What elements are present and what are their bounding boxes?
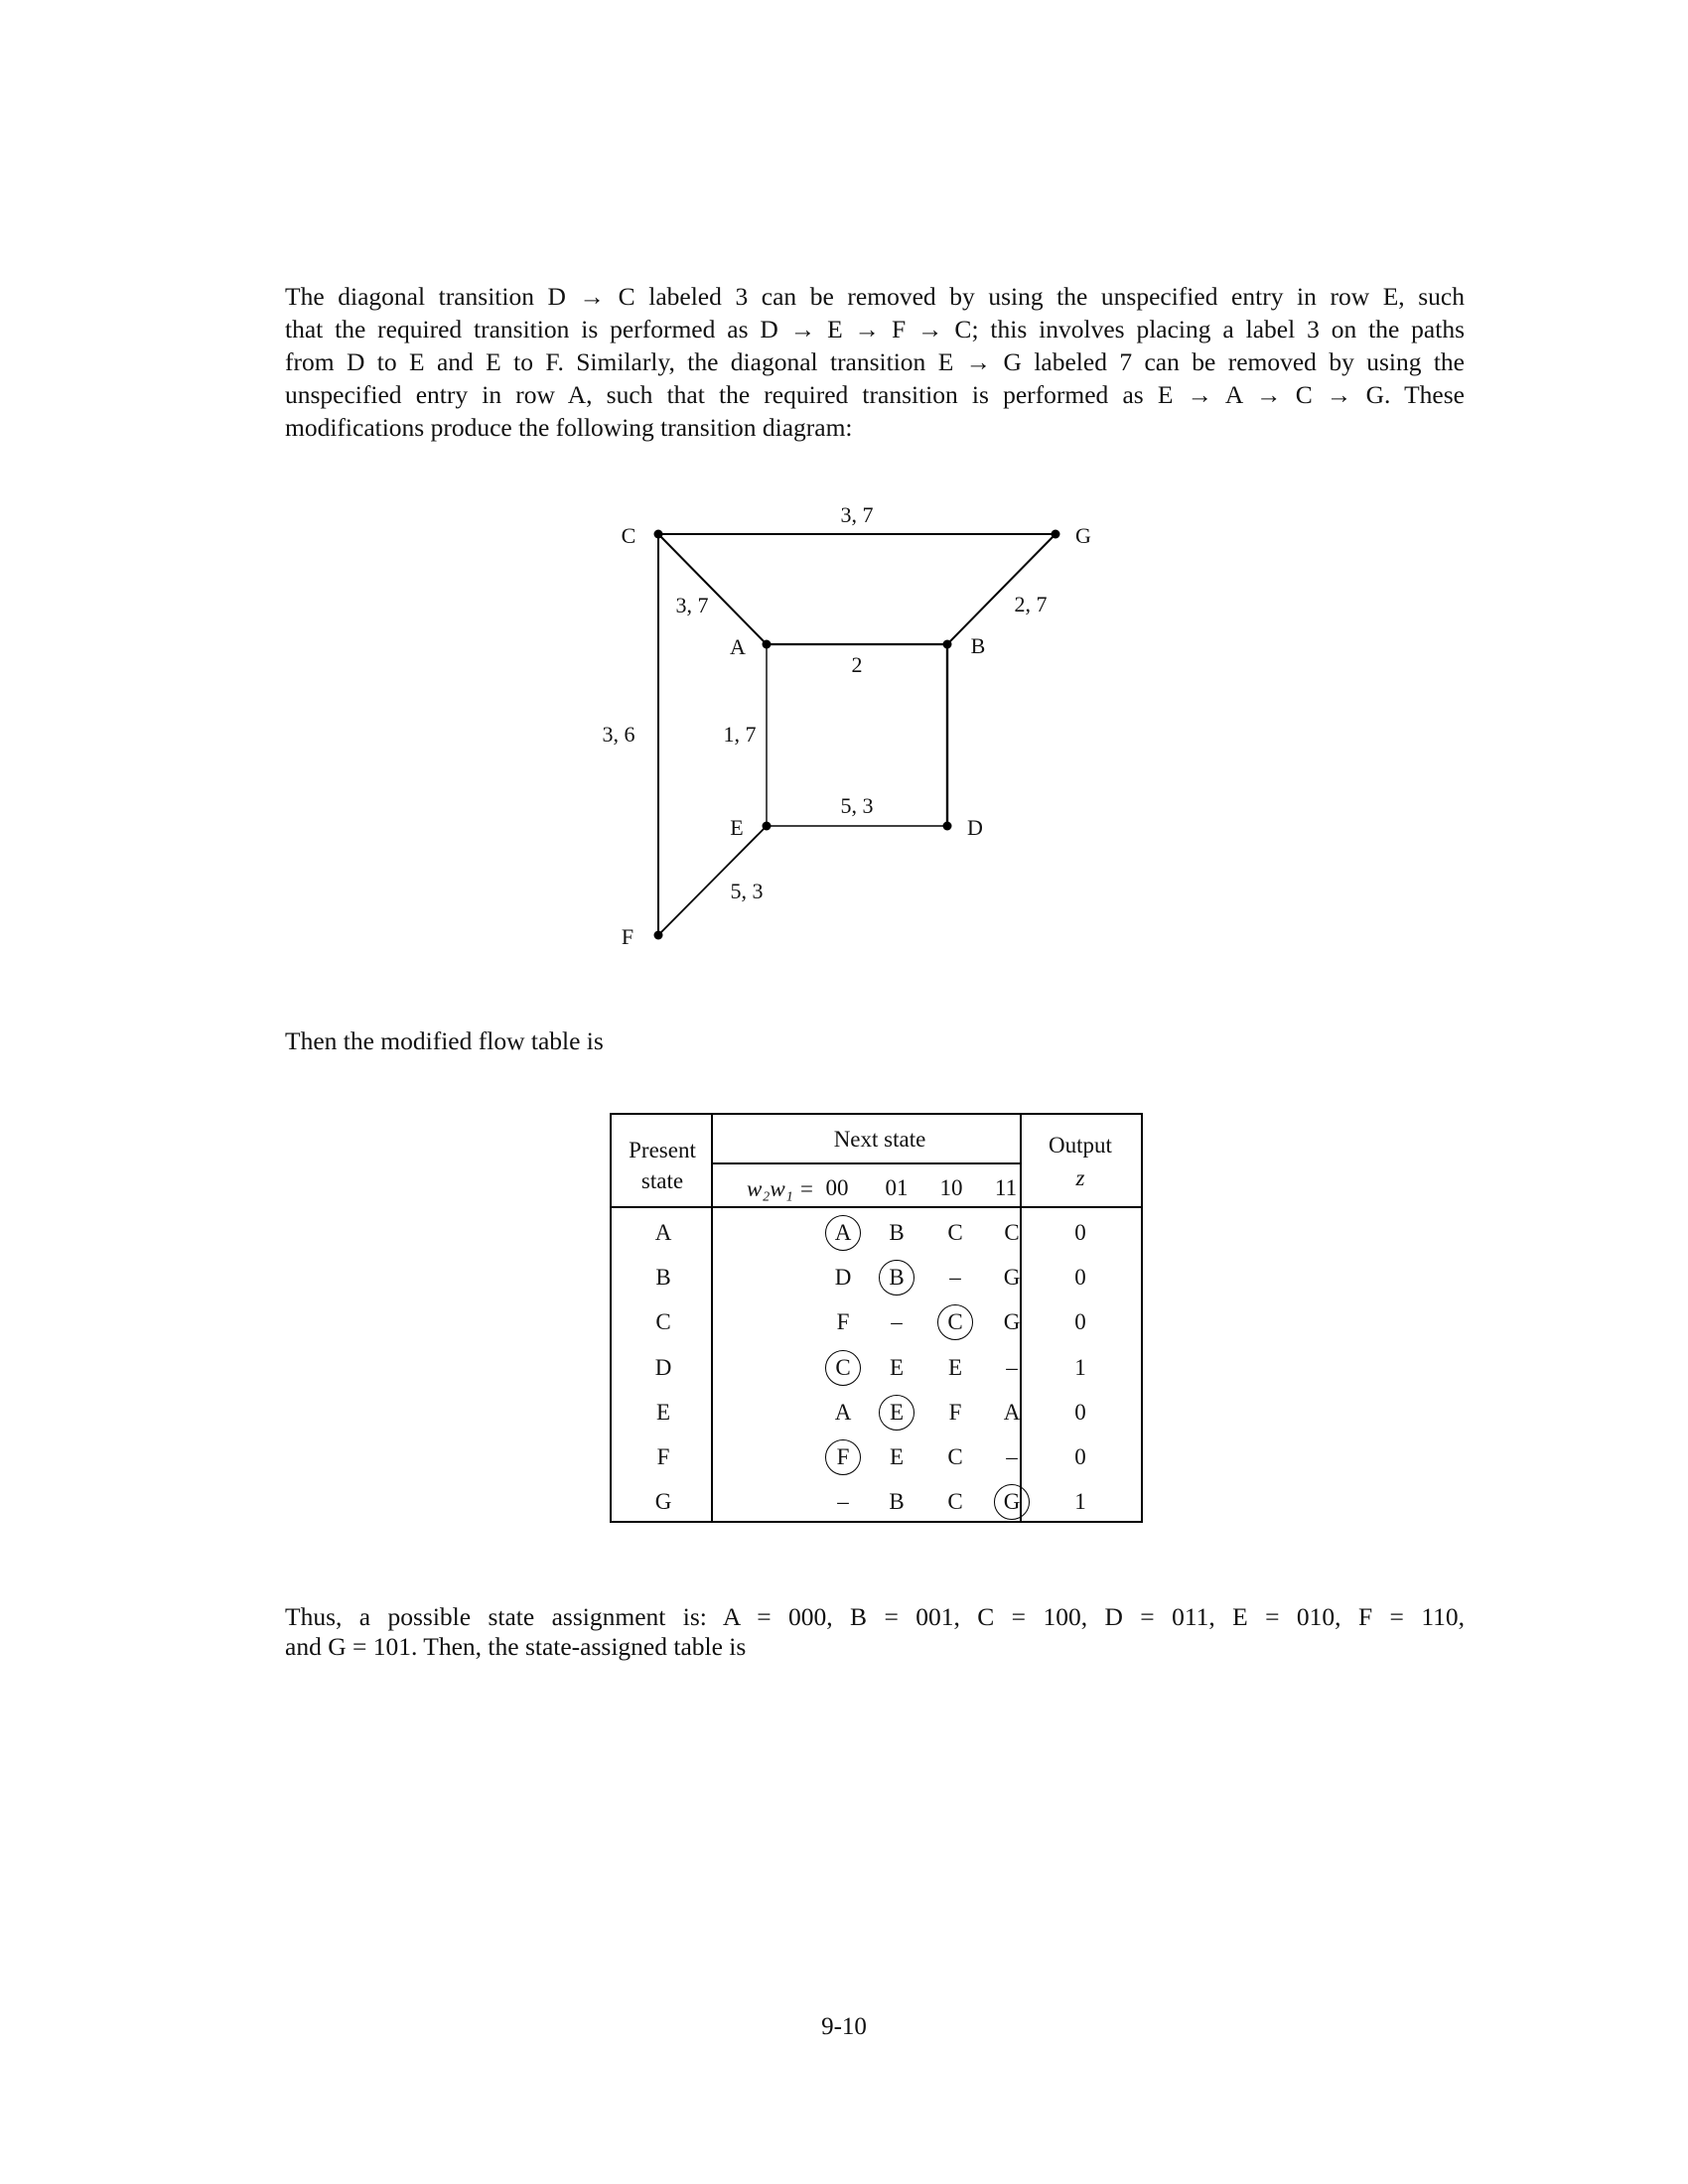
output-cell: 0 — [1074, 1399, 1086, 1425]
next-state-cell: A — [834, 1399, 852, 1425]
next-state-cell: – — [891, 1309, 903, 1335]
present-state-cell: A — [654, 1220, 672, 1245]
node-label-a: A — [730, 634, 746, 659]
header-input-prefix: w₂w₁ = — [747, 1176, 814, 1201]
next-state-cell: F — [836, 1309, 850, 1335]
node-label-c: C — [621, 523, 636, 548]
edge-label-a-b: 2 — [851, 652, 863, 677]
header-input-00: 00 — [825, 1175, 849, 1200]
next-state-cell: A — [834, 1220, 852, 1245]
header-next-state: Next state — [833, 1127, 926, 1152]
next-state-cell: B — [889, 1489, 905, 1515]
present-state-cell: E — [655, 1399, 671, 1425]
next-state-cell: C — [947, 1220, 963, 1245]
paragraph-line: and G = 101. Then, the state-assigned table is — [285, 1632, 747, 1661]
next-state-cell: F — [836, 1444, 850, 1469]
next-state-cell: C — [947, 1444, 963, 1469]
output-cell: 1 — [1074, 1489, 1086, 1515]
page-number: 9-10 — [821, 2013, 867, 2040]
next-state-cell: E — [947, 1354, 963, 1380]
next-state-cell: C — [947, 1489, 963, 1515]
present-state-cell: F — [656, 1444, 670, 1469]
node-label-f: F — [621, 924, 634, 949]
output-cell: 0 — [1074, 1265, 1086, 1291]
header-output: Output — [1049, 1133, 1112, 1158]
paragraph-line: unspecified entry in row A, such that the required transition is performed as E → A → C → G. These — [285, 380, 1465, 409]
next-state-cell: A — [1003, 1399, 1021, 1425]
next-state-cell: B — [889, 1220, 905, 1245]
node-a-dot — [763, 640, 772, 649]
present-state-cell: C — [655, 1309, 671, 1335]
next-state-cell: G — [1003, 1309, 1021, 1335]
header-output-z: z — [1075, 1165, 1085, 1190]
node-f-dot — [654, 931, 663, 940]
node-c-dot — [654, 530, 663, 539]
next-state-cell: G — [1003, 1489, 1021, 1515]
header-input-01: 01 — [885, 1175, 909, 1200]
output-cell: 0 — [1074, 1220, 1086, 1245]
node-d-dot — [943, 822, 952, 831]
node-label-d: D — [967, 815, 983, 840]
edge-label-c-a: 3, 7 — [675, 593, 709, 617]
node-g-dot — [1052, 530, 1060, 539]
node-label-e: E — [730, 815, 744, 840]
header-input-10: 10 — [939, 1175, 963, 1200]
header-input-11: 11 — [994, 1175, 1018, 1200]
next-state-cell: C — [835, 1354, 851, 1380]
paragraph-line: Then the modified flow table is — [285, 1026, 604, 1055]
next-state-cell: F — [948, 1399, 962, 1425]
next-state-cell: – — [837, 1489, 849, 1515]
header-subdivider — [713, 1162, 1020, 1164]
paragraph-line: Thus, a possible state assignment is: A = 000, B = 001, C = 100, D = 011, E = 010, F = 110, — [285, 1602, 1465, 1631]
edge-label-e-f: 5, 3 — [730, 879, 764, 903]
header-present: Present — [629, 1138, 696, 1162]
next-state-cell: C — [947, 1309, 963, 1335]
next-state-cell: D — [834, 1265, 852, 1291]
flow-table — [610, 1113, 1143, 1523]
node-label-b: B — [970, 633, 986, 658]
output-cell: 0 — [1074, 1444, 1086, 1469]
present-state-cell: G — [654, 1489, 672, 1515]
next-state-cell: B — [889, 1265, 905, 1291]
edge-c-a — [658, 534, 767, 644]
edge-label-a-e: 1, 7 — [723, 722, 757, 747]
next-state-cell: G — [1003, 1265, 1021, 1291]
next-state-cell: – — [1006, 1444, 1018, 1469]
header-state: state — [640, 1168, 684, 1193]
table-intro-paragraph — [285, 1024, 1465, 1057]
intro-paragraph — [285, 280, 1465, 444]
edge-label-g-b: 2, 7 — [1014, 592, 1048, 616]
next-state-cell: E — [889, 1444, 905, 1469]
paragraph-line: The diagonal transition D → C labeled 3 can be removed by using the unspecified entry in row E, such — [285, 282, 1465, 311]
paragraph-line: from D to E and E to F. Similarly, the diagonal transition E → G labeled 7 can be removed by using the — [285, 347, 1465, 376]
edge-g-b — [947, 534, 1055, 644]
output-cell: 1 — [1074, 1354, 1086, 1380]
edge-label-c-g: 3, 7 — [840, 502, 874, 527]
next-state-cell: E — [889, 1354, 905, 1380]
paragraph-line: that the required transition is performed as D → E → F → C; this involves placing a label 3 on the paths — [285, 315, 1465, 343]
next-state-cell: C — [1004, 1220, 1020, 1245]
paragraph-line: modifications produce the following transition diagram: — [285, 413, 853, 442]
column-divider — [711, 1115, 713, 1521]
present-state-cell: B — [655, 1265, 671, 1291]
node-e-dot — [763, 822, 772, 831]
state-assignment-paragraph — [285, 1602, 1465, 1662]
next-state-cell: – — [949, 1265, 961, 1291]
output-cell: 0 — [1074, 1309, 1086, 1335]
next-state-cell: – — [1006, 1354, 1018, 1380]
edge-label-c-f: 3, 6 — [602, 722, 635, 747]
next-state-cell: E — [889, 1399, 905, 1425]
present-state-cell: D — [654, 1354, 672, 1380]
header-bottom-rule — [612, 1206, 1141, 1208]
node-b-dot — [943, 640, 952, 649]
node-label-g: G — [1075, 523, 1091, 548]
edge-label-e-d: 5, 3 — [840, 793, 874, 818]
